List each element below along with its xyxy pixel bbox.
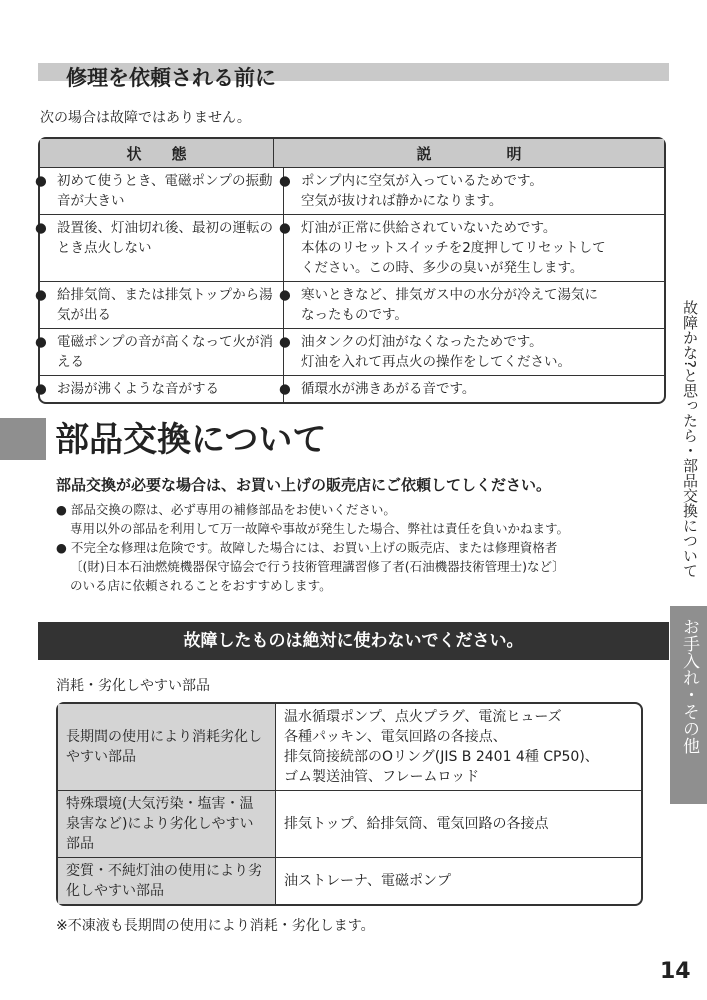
bullet-icon: ● bbox=[279, 220, 291, 236]
state-text: 設置後、灯油切れ後、最初の運転のとき点火しない bbox=[57, 220, 273, 256]
chapter-side-label: 故障かな?と思ったら・部品交換について bbox=[681, 300, 699, 578]
bullet-icon: ● bbox=[279, 381, 291, 397]
state-text: 初めて使うとき、電磁ポンプの振動音が大きい bbox=[57, 173, 273, 209]
state-text: 給排気筒、または排気トップから湯気が出る bbox=[57, 287, 273, 323]
parts-table bbox=[56, 702, 643, 906]
explanation-line: 本体のリセットスイッチを2度押してリセットして bbox=[301, 240, 606, 256]
bullet-icon: ● bbox=[35, 287, 47, 303]
table-row bbox=[40, 168, 664, 215]
parts-category: 変質・不純灯油の使用により劣化しやすい部品 bbox=[58, 858, 276, 905]
table-row bbox=[40, 282, 664, 329]
intro-text: 次の場合は故障ではありません。 bbox=[40, 110, 251, 126]
parts-line: ゴム製送油管、フレームロッド bbox=[284, 769, 480, 785]
parts-line: 油ストレーナ、電磁ポンプ bbox=[284, 873, 452, 889]
explanation-line: ください。この時、多少の臭いが発生します。 bbox=[301, 260, 584, 276]
footnote: ※不凍液も長期間の使用により消耗・劣化します。 bbox=[56, 918, 375, 934]
bullet-icon: ● bbox=[56, 540, 71, 555]
explanation-line: 油タンクの灯油がなくなったためです。 bbox=[301, 334, 543, 350]
state-text: お湯が沸くような音がする bbox=[57, 381, 219, 397]
header-explanation: 説 明 bbox=[274, 139, 665, 168]
parts-category: 長期間の使用により消耗劣化しやすい部品 bbox=[58, 704, 276, 791]
note-line: 専用以外の部品を利用して万一故障や事故が発生した場合、弊社は責任を負いかねます。 bbox=[70, 521, 570, 536]
warning-banner: 故障したものは絶対に使わないでください。 bbox=[38, 622, 669, 660]
lead-text: 部品交換が必要な場合は、お買い上げの販売店にご依頼してしください。 bbox=[56, 476, 552, 494]
table-row bbox=[58, 704, 641, 791]
table-row bbox=[40, 329, 664, 376]
table-row bbox=[58, 858, 641, 905]
parts-category: 特殊環境(大気汚染・塩害・温泉害など)により劣化しやすい部品 bbox=[58, 791, 276, 858]
section-marker-tab bbox=[0, 418, 46, 460]
note-line: のいる店に依頼されることをおすすめします。 bbox=[70, 578, 332, 593]
parts-line: 各種パッキン、電気回路の各接点、 bbox=[284, 729, 507, 745]
note-line: 部品交換の際は、必ず専用の補修部品をお使いください。 bbox=[70, 502, 396, 517]
note-line: 不完全な修理は危険です。故障した場合には、お買い上げの販売店、または修理資格者 bbox=[70, 540, 558, 555]
explanation-line: 灯油が正常に供給されていないためです。 bbox=[301, 220, 557, 236]
parts-table-title: 消耗・劣化しやすい部品 bbox=[56, 678, 210, 694]
parts-line: 温水循環ポンプ、点火プラグ、電流ヒューズ bbox=[284, 709, 562, 725]
page-number: 14 bbox=[660, 959, 691, 984]
explanation-line: 寒いときなど、排気ガス中の水分が冷えて湯気に bbox=[301, 287, 598, 303]
chapter-tab-label: お手入れ・その他 bbox=[679, 618, 699, 754]
parts-replacement-title: 部品交換について bbox=[55, 420, 327, 460]
troubleshooting-table bbox=[35, 137, 666, 404]
note-line: 〔(財)日本石油燃焼機器保守協会で行う技術管理講習修了者(石油機器技術管理士)など〕 bbox=[70, 559, 565, 574]
table-row bbox=[40, 376, 664, 403]
state-text: 電磁ポンプの音が高くなって火が消える bbox=[57, 334, 273, 370]
header-state: 状 態 bbox=[40, 139, 274, 168]
bullet-icon: ● bbox=[56, 502, 71, 517]
bullet-icon: ● bbox=[35, 220, 47, 236]
note-item bbox=[56, 538, 569, 557]
explanation-line: 空気が抜ければ静かになります。 bbox=[301, 193, 503, 209]
explanation-line: 灯油を入れて再点火の操作をしてください。 bbox=[301, 354, 571, 370]
notes-list bbox=[56, 500, 569, 595]
bullet-icon: ● bbox=[35, 334, 47, 350]
section-title: 修理を依頼される前に bbox=[66, 66, 276, 90]
explanation-line: 循環水が沸きあがる音です。 bbox=[301, 381, 476, 397]
table-row bbox=[40, 215, 664, 282]
note-item bbox=[56, 500, 569, 519]
bullet-icon: ● bbox=[35, 173, 47, 189]
bullet-icon: ● bbox=[279, 173, 291, 189]
explanation-line: ポンプ内に空気が入っているためです。 bbox=[301, 173, 543, 189]
bullet-icon: ● bbox=[35, 381, 47, 397]
explanation-line: なったものです。 bbox=[301, 307, 408, 323]
parts-line: 排気トップ、給排気筒、電気回路の各接点 bbox=[284, 816, 549, 832]
bullet-icon: ● bbox=[279, 287, 291, 303]
bullet-icon: ● bbox=[279, 334, 291, 350]
table-row bbox=[58, 791, 641, 858]
parts-line: 排気筒接続部のOリング(JIS B 2401 4種 CP50)、 bbox=[284, 749, 599, 765]
